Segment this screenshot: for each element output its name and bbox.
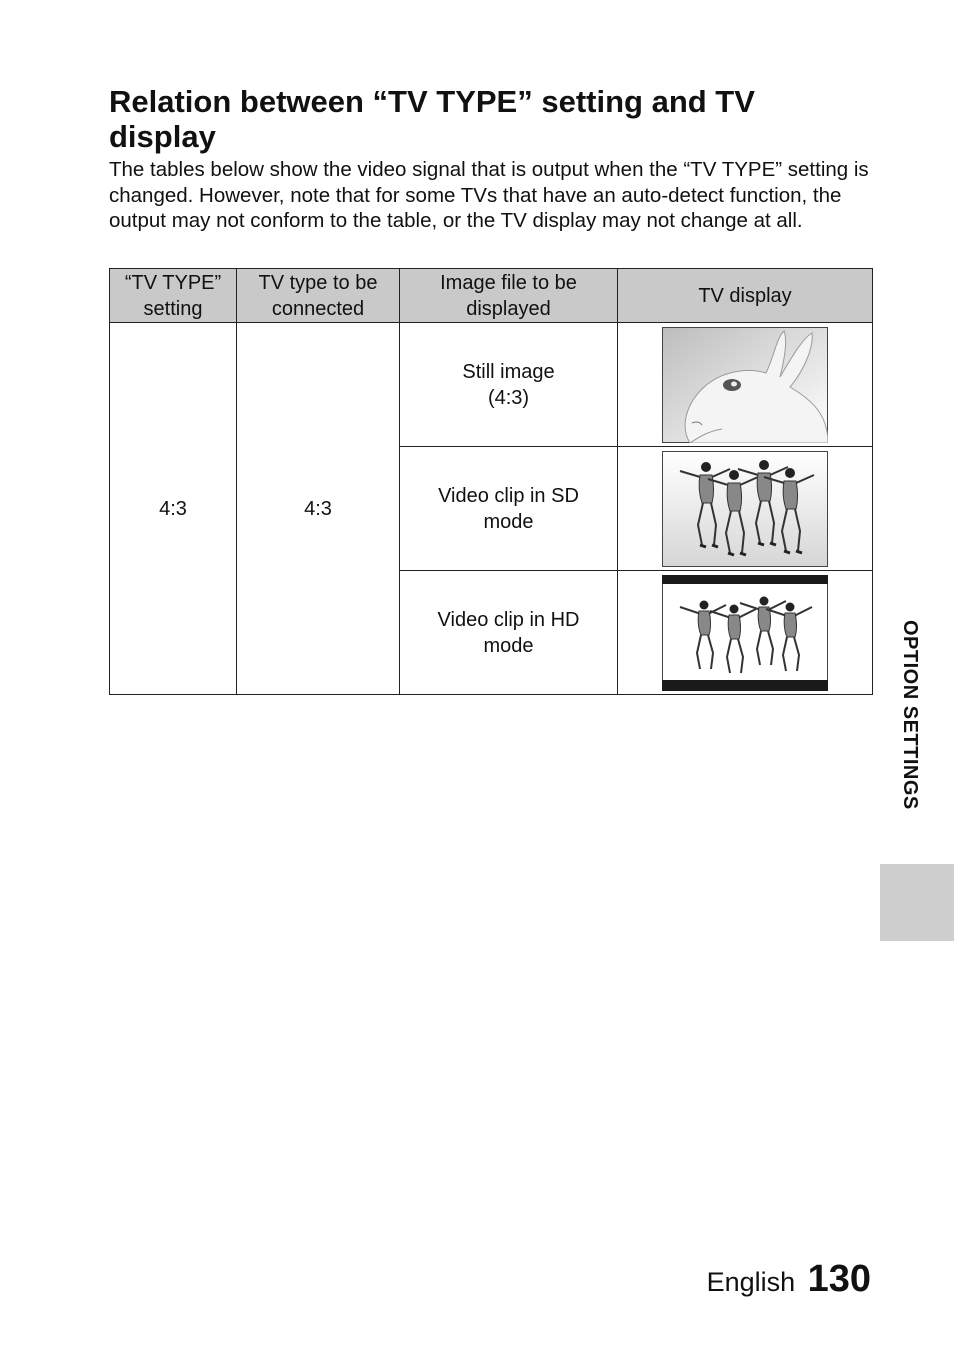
cell-image-file-sd	[400, 447, 618, 571]
header-tv-type-line2: connected	[271, 297, 365, 320]
footer-language: English	[706, 1267, 796, 1297]
row-label-line2: mode	[483, 510, 534, 533]
header-tv-display: TV display	[618, 269, 873, 323]
section-tab-marker	[880, 864, 954, 941]
header-tv-type-setting	[110, 269, 237, 323]
rabbit-image	[662, 327, 828, 443]
tv-type-table	[109, 268, 873, 695]
cell-tv-display-hd	[618, 571, 873, 695]
header-image-file	[400, 269, 618, 323]
cell-tv-display-sd	[618, 447, 873, 571]
header-tv-type-connected	[237, 269, 400, 323]
row-label-line1: Video clip in SD	[438, 484, 579, 507]
header-setting-line2: setting	[143, 297, 203, 320]
table-header-row	[110, 269, 873, 323]
cell-setting-value: 4:3	[110, 323, 237, 695]
cell-image-file-hd	[400, 571, 618, 695]
cell-tv-display-still	[618, 323, 873, 447]
cell-image-file-still	[400, 323, 618, 447]
intro-paragraph: The tables below show the video signal that is output when the “TV TYPE” setting is changed. However, note that for some TVs that have an auto-detect function, the output may not conform to the table, or the TV display may not change at all.	[109, 158, 869, 232]
row-label-line1: Still image	[462, 360, 555, 383]
section-side-label: OPTION SETTINGS	[899, 620, 921, 810]
table-row	[110, 323, 873, 447]
dancers-image	[662, 451, 828, 567]
page-number: 130	[807, 1258, 871, 1300]
dancers-letterbox-image	[662, 575, 828, 691]
header-tv-type-line1: TV type to be	[258, 271, 378, 294]
header-image-file-line1: Image file to be	[440, 271, 577, 294]
header-image-file-line2: displayed	[466, 297, 551, 320]
page-footer	[707, 1258, 871, 1301]
row-label-line2: (4:3)	[487, 386, 530, 409]
row-label-line1: Video clip in HD	[437, 608, 580, 631]
header-setting-line1: “TV TYPE”	[124, 271, 222, 294]
page-title: Relation between “TV TYPE” setting and TV display	[109, 84, 755, 154]
row-label-line2: mode	[483, 634, 534, 657]
cell-tv-type-value: 4:3	[237, 323, 400, 695]
